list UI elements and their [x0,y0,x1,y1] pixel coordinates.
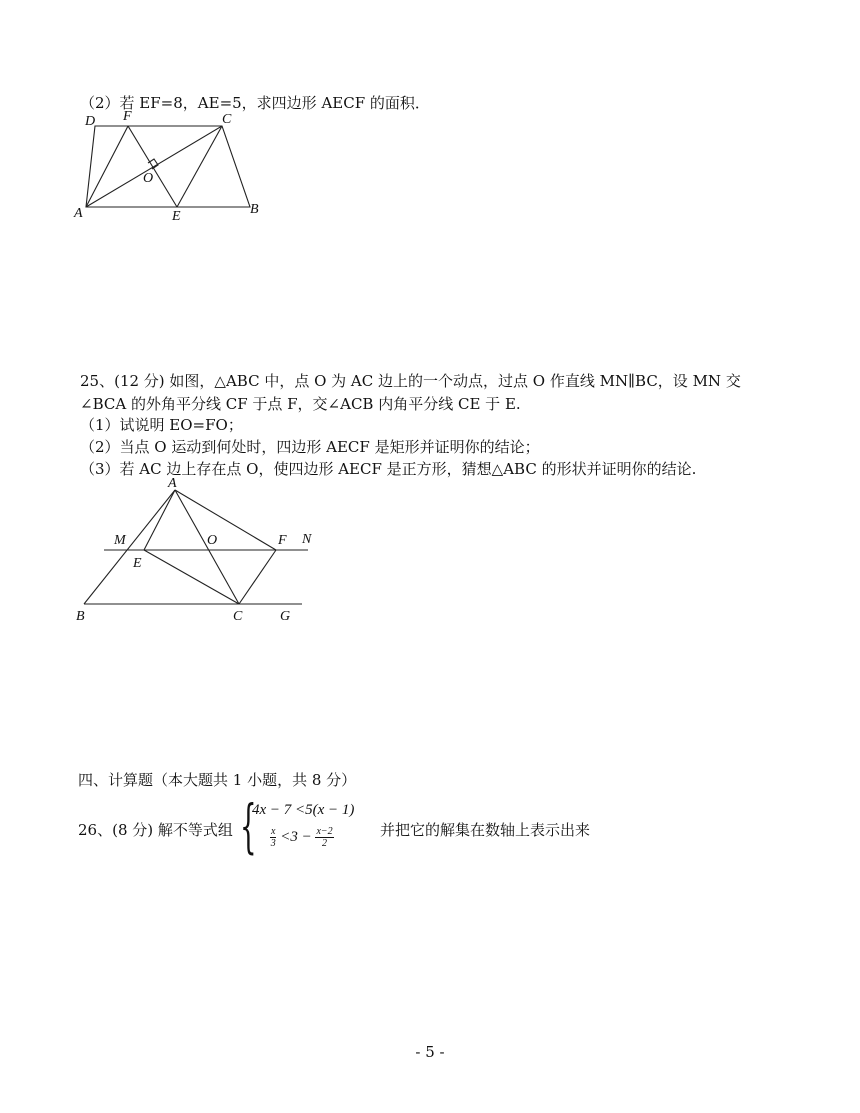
label-E: E [133,556,142,571]
q25-part2: （2）当点 O 运动到何处时，四边形 AECF 是矩形并证明你的结论； [80,438,540,456]
q25-line2: ∠BCA 的外角平分线 CF 于点 F，交∠ACB 内角平分线 CE 于 E. [80,395,521,413]
label-B: B [250,202,259,217]
q25-line1: 25、(12 分) 如图，△ABC 中，点 O 为 AC 边上的一个动点，过点 O 作直线 MN∥BC，设 MN 交 [80,372,741,390]
label-F: F [123,109,132,124]
q25-part3: （3）若 AC 边上存在点 O，使四边形 AECF 是正方形，猜想△ABC 的形状并证明你的结论. [80,460,697,478]
figure-triangle [70,474,330,626]
label-C: C [233,609,243,624]
page-number: - 5 - [415,1043,445,1061]
q24-part2-text: （2）若 EF=8，AE=5，求四边形 AECF 的面积． [80,94,430,112]
label-D: D [85,114,96,129]
label-F: F [278,533,287,548]
label-O: O [207,533,218,548]
label-E: E [172,209,181,224]
figure-parallelogram [70,108,270,226]
label-A: A [74,206,83,221]
inequality-2-middle: <3 − [280,828,312,845]
label-C: C [222,112,232,127]
q26-prefix: 26、(8 分) 解不等式组 [78,821,233,839]
label-N: N [302,532,312,547]
q26-suffix: 并把它的解集在数轴上表示出来 [380,821,591,839]
label-M: M [114,533,126,548]
label-O: O [143,171,154,186]
inequality-2 [270,826,334,849]
inequality-1: 4x − 7 <5(x − 1) [252,802,355,818]
label-B: B [76,609,85,624]
q25-part1: （1）试说明 EO=FO； [80,416,243,434]
fraction-x-minus-2-over-2: $\frac{x-2}{2}$ [316,826,333,849]
left-brace: { [240,792,257,860]
label-G: G [280,609,291,624]
section-heading: 四、计算题（本大题共 1 小题，共 8 分） [78,771,357,789]
fraction-x-over-3: $\frac{x}{3}$ [270,826,276,849]
label-A: A [168,476,177,491]
